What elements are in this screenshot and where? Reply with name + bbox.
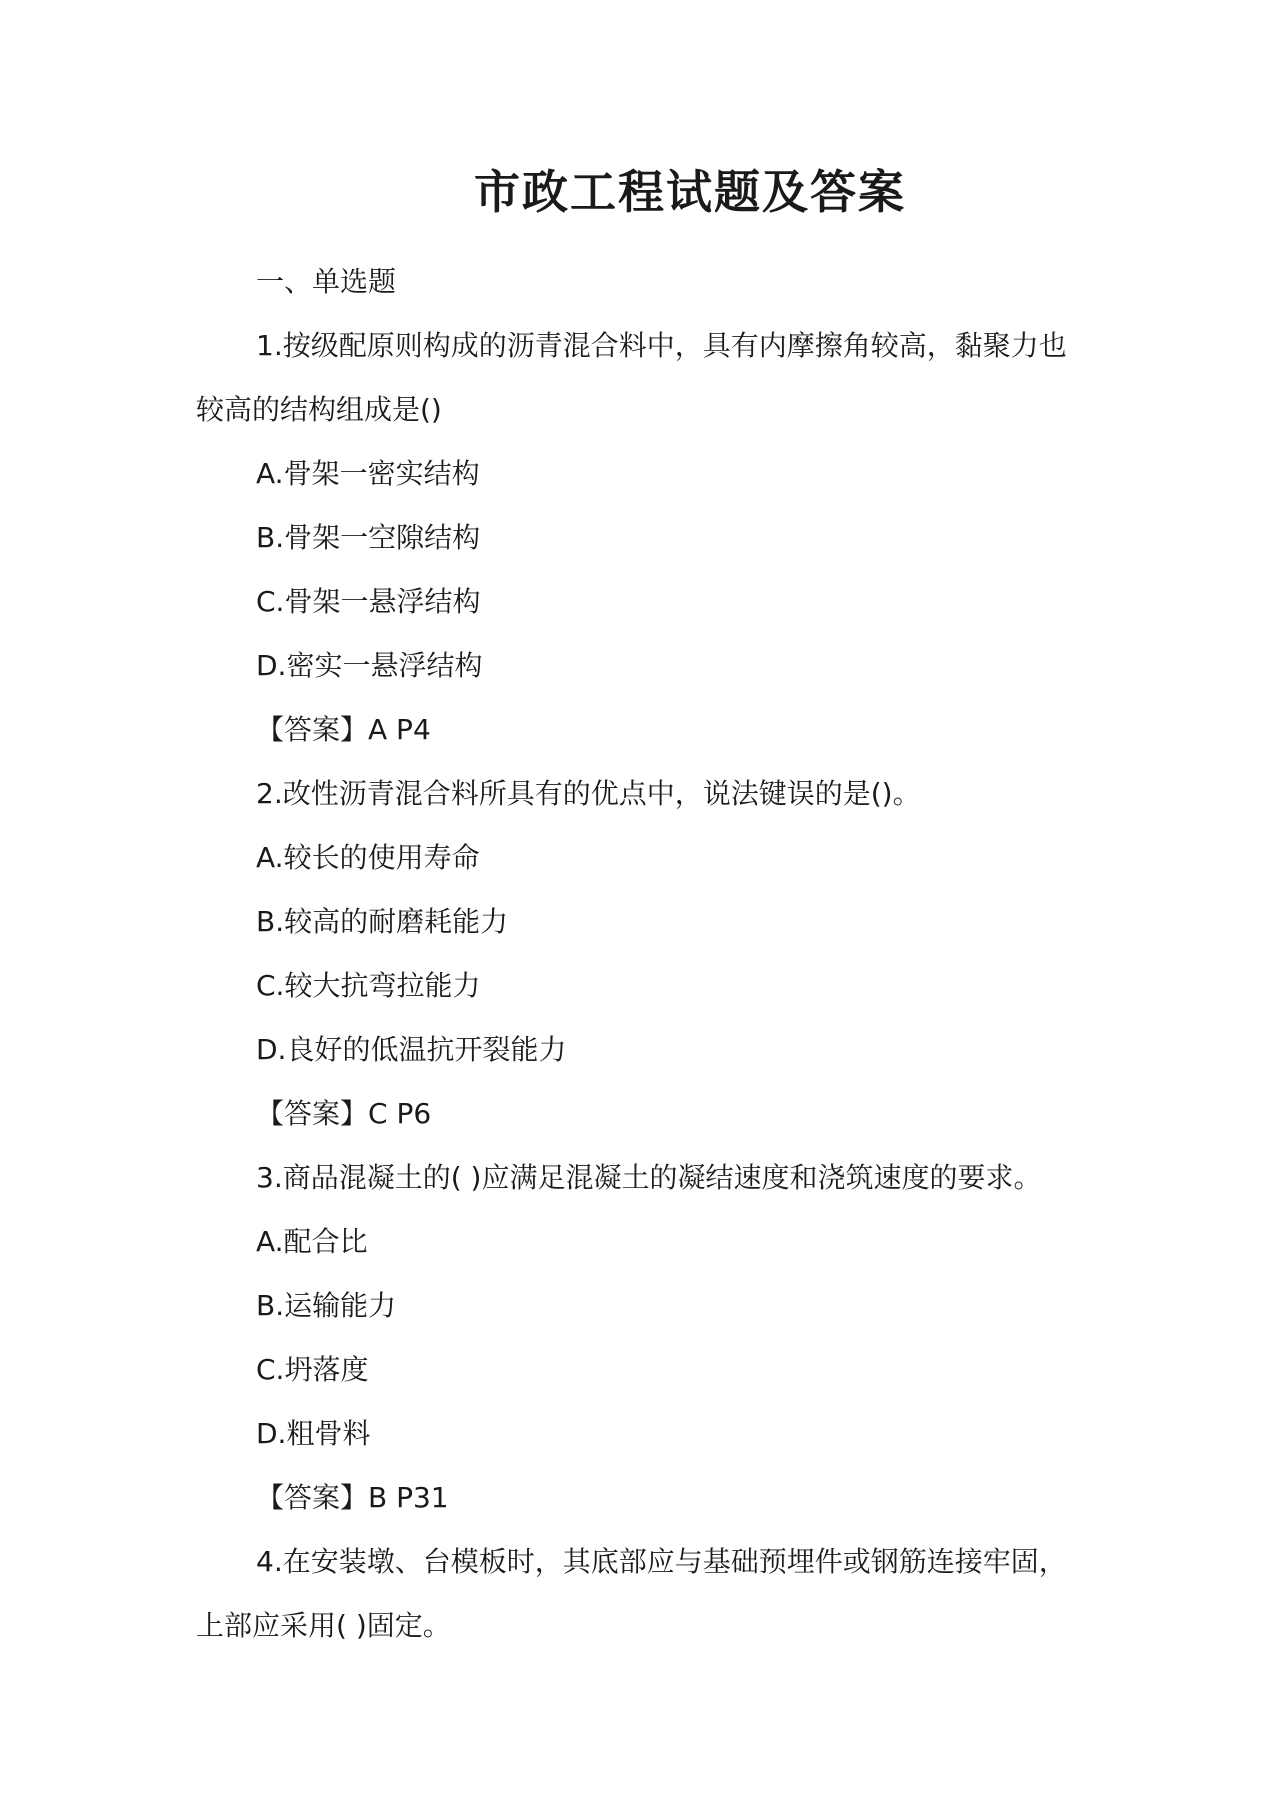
option-b: B.运输能力 — [256, 1289, 397, 1322]
option-a: A.配合比 — [256, 1225, 368, 1258]
section-heading: 一、单选题 — [256, 265, 397, 298]
question-3 — [196, 1146, 1092, 1530]
option-c: C.骨架一悬浮结构 — [256, 585, 481, 618]
option-a: A.较长的使用寿命 — [256, 841, 480, 874]
answer-line: 【答案】B P31 — [256, 1481, 449, 1514]
option-c: C.较大抗弯拉能力 — [256, 969, 481, 1002]
question-stem: 1.按级配原则构成的沥青混合料中，具有内摩擦角较高，黏聚力也较高的结构组成是() — [196, 329, 1067, 426]
answer-line: 【答案】C P6 — [256, 1097, 432, 1130]
question-4 — [196, 1530, 1092, 1658]
option-d: D.良好的低温抗开裂能力 — [256, 1033, 567, 1066]
option-b: B.骨架一空隙结构 — [256, 521, 481, 554]
question-stem: 2.改性沥青混合料所具有的优点中，说法键误的是()。 — [256, 777, 921, 810]
document-body — [196, 250, 1092, 1658]
option-c: C.坍落度 — [256, 1353, 369, 1386]
answer-line: 【答案】A P4 — [256, 713, 431, 746]
question-1 — [196, 314, 1092, 762]
question-2 — [196, 762, 1092, 1146]
question-stem: 3.商品混凝土的( )应满足混凝土的凝结速度和浇筑速度的要求。 — [256, 1161, 1042, 1194]
option-d: D.粗骨料 — [256, 1417, 371, 1450]
option-b: B.较高的耐磨耗能力 — [256, 905, 509, 938]
option-d: D.密实一悬浮结构 — [256, 649, 483, 682]
document-title: 市政工程试题及答案 — [474, 165, 906, 219]
question-stem: 4.在安装墩、台模板时，其底部应与基础预埋件或钢筋连接牢固，上部应采用( )固定。 — [196, 1545, 1067, 1642]
option-a: A.骨架一密实结构 — [256, 457, 480, 490]
